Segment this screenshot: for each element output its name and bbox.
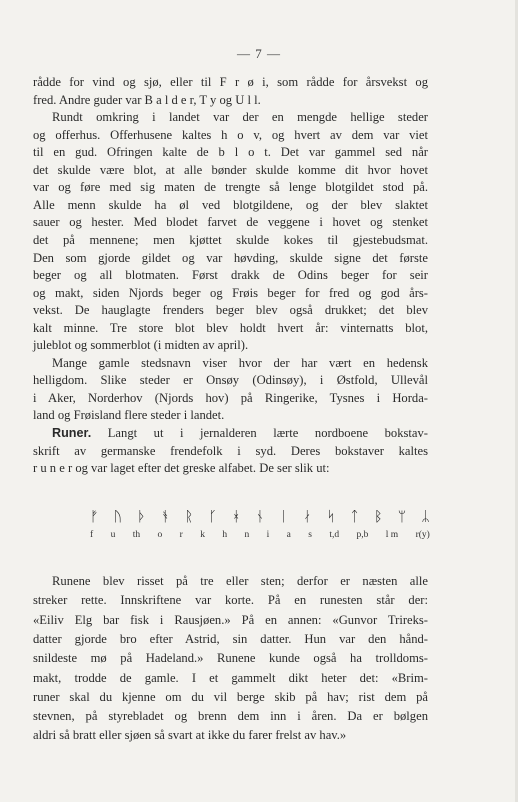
text-line: var og føre med sig maten de trengte så lenge blotgildet stod på.	[33, 180, 428, 195]
rune-letter: k	[200, 530, 205, 540]
rune-letter: o	[157, 530, 163, 540]
text-line: fred. Andre guder var B a l d e r, T y og U l l.	[33, 92, 261, 107]
text-line: Den som gjorde gildet og var høvding, skulde signe det første	[33, 250, 428, 265]
rune-letter: th	[132, 530, 141, 540]
rune-letter: h	[222, 530, 228, 540]
rune-glyph: ᚼ	[232, 509, 241, 525]
rune-glyph: ᛏ	[350, 509, 359, 525]
text-line: helligdom. Slike steder er Onsøy (Odinsøy), i Østfold, Ullevål	[33, 373, 428, 388]
rune-glyph: ᛁ	[279, 509, 288, 525]
rune-glyph: ᚱ	[184, 509, 194, 525]
rune-letter: r(y)	[415, 530, 430, 540]
rune-letter: u	[110, 530, 116, 540]
text-line: runer skal du kjenne om du vil berge skib på hav; rist dem på	[33, 689, 428, 704]
rune-glyph: ᛦ	[421, 509, 430, 525]
text-line: makt, trodde de gamle. I et gammelt dikt heter det: «Brim-	[33, 670, 428, 685]
rune-letter: r	[179, 530, 183, 540]
rune-alphabet	[90, 509, 430, 531]
text-line: juleblot og sommerblot (i midten av april).	[33, 338, 249, 353]
rune-letter: l m	[385, 530, 399, 540]
text-line: vekst. De hauglagte frenders beger blev også drukket; det blev	[33, 303, 428, 318]
rune-letter: f	[90, 530, 94, 540]
rune-glyph: ᚦ	[137, 509, 146, 525]
section-heading-runer: Runer.	[52, 426, 92, 440]
text-line: r u n e r og var laget efter det greske alfabet. De ser slik ut:	[33, 461, 330, 476]
rune-letter: a	[286, 530, 291, 540]
rune-glyph: ᚾ	[255, 509, 265, 525]
text-line: Alle menn skulde ha øl ved blotgildene, og der blev slaktet	[33, 197, 428, 212]
rune-letter: p,b	[356, 530, 369, 540]
text-line: og offerhus. Offerhusene kaltes h o v, og hvert av dem var viet	[33, 127, 428, 142]
text-line: aldri så bratt eller sjøen så svart at ikke du farer frelst av hav.»	[33, 728, 347, 743]
rune-letter: t,d	[329, 530, 340, 540]
text-line: beger og all blotmaten. Først drakk de Odins beger for seir	[33, 268, 428, 283]
rune-glyph: ᚠ	[90, 509, 99, 525]
rune-glyph: ᚴ	[208, 509, 217, 525]
text-line: til en gud. Ofringen kalte de b l o t. Det var gammel sed når	[33, 145, 428, 160]
rune-letter: i	[266, 530, 270, 540]
rune-letter: s	[308, 530, 312, 540]
text-line: skrift av germanske frendefolk i syd. Deres bokstaver kaltes	[33, 443, 428, 458]
rune-glyph: ᛅ	[303, 509, 312, 525]
text-line: i Aker, Norderhov (Njords hov) på Ringerike, Tysnes i Horda-	[33, 390, 428, 405]
text-line: land og Frøisland flere steder i landet.	[33, 408, 225, 423]
text-line: Mange gamle stedsnavn viser hvor der har vært en hedensk	[52, 355, 428, 370]
text-line: kalt minne. Tre store blot blev holdt hvert år: vinternatts blot,	[33, 320, 428, 335]
rune-glyph: ᛘ	[397, 509, 407, 525]
rune-glyph: ᚢ	[113, 509, 123, 525]
rune-letter: n	[244, 530, 250, 540]
text-line: det skulde være blot, at alle bønder skulde komme dit hvor hovet	[33, 162, 428, 177]
text-line: Rundt omkring i landet var der en mengde hellige steder	[52, 110, 428, 125]
rune-glyph: ᛋ	[326, 509, 336, 525]
text-line: «Eiliv Elg bar fisk i Rausjøen.» På en annen: «Gunvor Trireks-	[33, 612, 428, 627]
text-line: det på mennene; men kjøttet skulde kokes til gjestebudsmat.	[33, 232, 428, 247]
text-line: streker rette. Innskriftene var korte. På en runesten står der:	[33, 593, 428, 608]
text-line: Runene blev risset på tre eller sten; derfor er næsten alle	[52, 574, 428, 588]
page-number: — 7 —	[237, 46, 281, 61]
rune-glyph: ᛒ	[374, 509, 383, 525]
text-line: datter gjorde bro efter Astrid, sin datter. Hun var den hånd-	[33, 631, 428, 646]
rune-transliteration	[90, 530, 430, 544]
text-line: Runer. Langt ut i jernalderen lærte nordboene bokstav-	[52, 426, 428, 440]
text-line: rådde for vind og sjø, eller til F r ø i, som rådde for årsvekst og	[33, 75, 428, 89]
text-line: stevnen, på styrebladet og brenn dem inn i åren. Da er bølgen	[33, 709, 428, 724]
text-line: sauer og hester. Med blodet farvet de veggene i hovet og stenket	[33, 215, 428, 230]
text-line: og makt, siden Njords beger og Frøis beger for fred og god års-	[33, 285, 428, 300]
rune-glyph: ᚬ	[161, 509, 170, 525]
text-line: snildeste mø på Hadeland.» Runene kunde også ha trolldoms-	[33, 651, 428, 666]
